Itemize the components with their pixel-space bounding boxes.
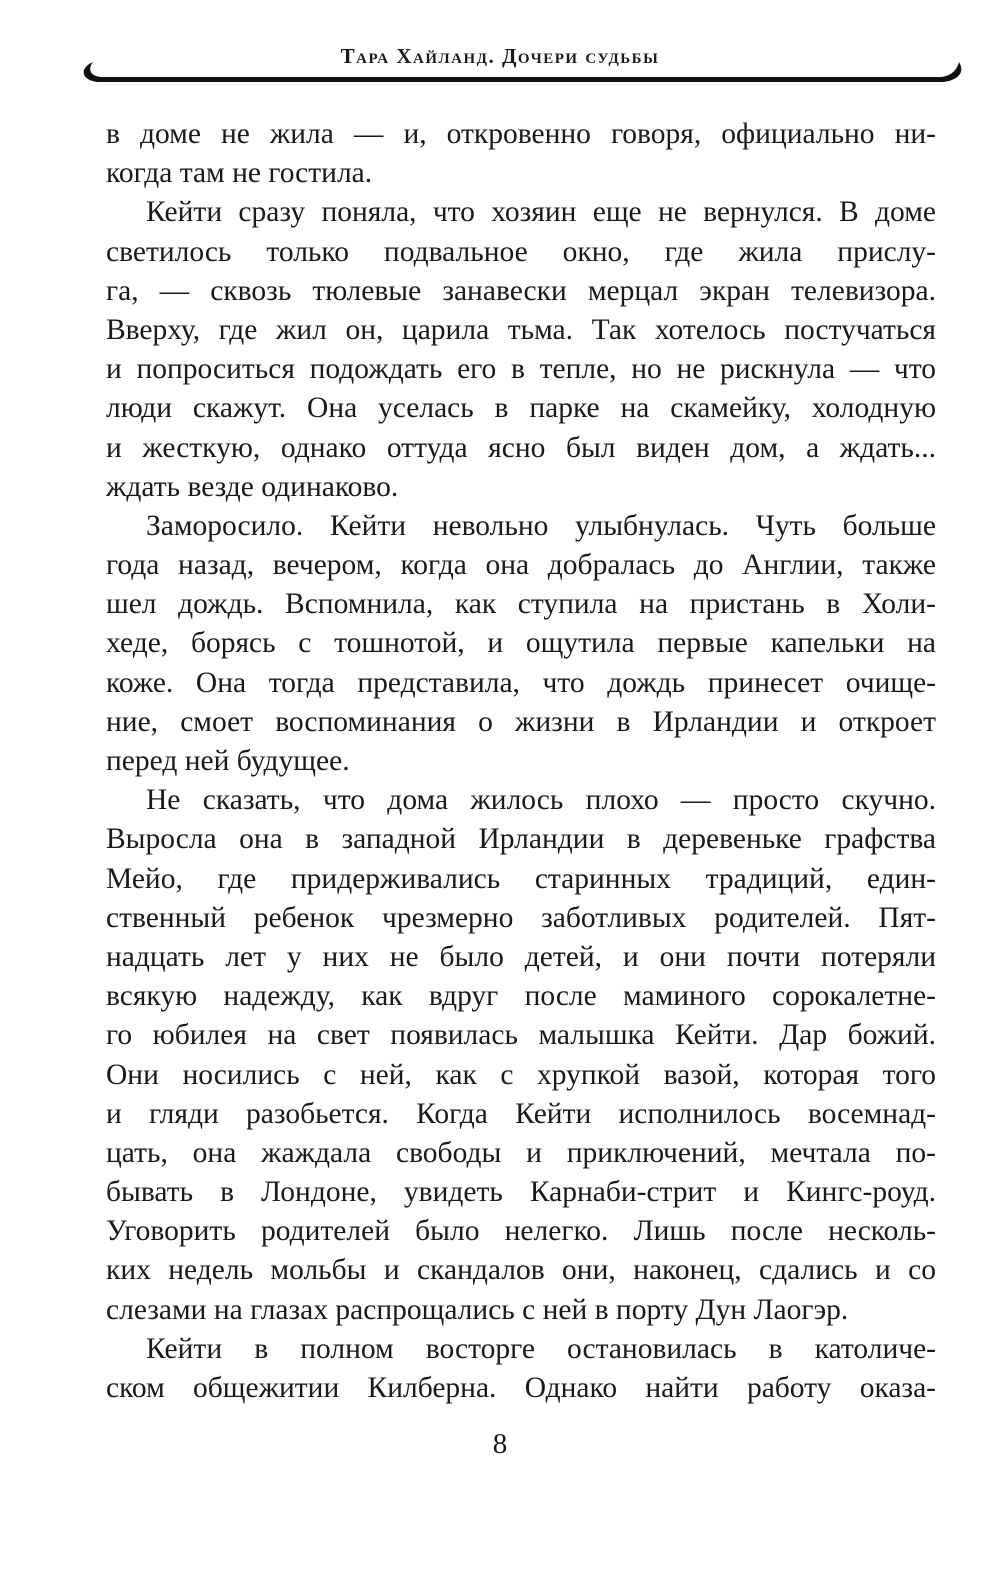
text-line: хеде, борясь с тошнотой, и ощутила первые капельки на bbox=[106, 627, 936, 660]
page-number: 8 bbox=[492, 1428, 508, 1460]
text-line: когда там не гостила. bbox=[106, 157, 373, 190]
text-line: люди скажут. Она уселась в парке на скамейку, холодную bbox=[106, 392, 936, 425]
text-line: ждать везде одинаково. bbox=[106, 470, 399, 503]
text-line: ких недель мольбы и скандалов они, наконец, сдались и со bbox=[106, 1254, 936, 1287]
text-line: га, — сквозь тюлевые занавески мерцал экран телевизора. bbox=[106, 274, 936, 307]
text-line: светилось только подвальное окно, где жила прислу- bbox=[106, 235, 936, 268]
text-line: Мейо, где придерживались старинных традиций, един- bbox=[106, 862, 936, 895]
text-line: Кейти в полном восторге остановилась в католиче- bbox=[146, 1332, 936, 1365]
text-line: Они носились с ней, как с хрупкой вазой, которая того bbox=[106, 1058, 936, 1091]
text-line: ском общежитии Килберна. Однако найти работу оказа- bbox=[106, 1372, 936, 1404]
text-line: и попроситься подождать его в тепле, но не рискнула — что bbox=[106, 353, 936, 386]
text-line: шел дождь. Вспомнила, как ступила на пристань в Холи- bbox=[106, 588, 936, 621]
text-line: всякую надежду, как вдруг после маминого сорокалетне- bbox=[106, 980, 936, 1013]
text-line: коже. Она тогда представила, что дождь принесет очище- bbox=[106, 666, 936, 699]
body-text bbox=[106, 115, 936, 1408]
text-line: Уговорить родителей было нелегко. Лишь после несколь- bbox=[106, 1215, 936, 1248]
text-line: бывать в Лондоне, увидеть Карнаби-стрит и Кингс-роуд. bbox=[106, 1176, 936, 1209]
header-rule-ornament bbox=[75, 58, 970, 94]
text-line: Кейти сразу поняла, что хозяин еще не вернулся. В доме bbox=[146, 196, 936, 229]
text-line: в доме не жила — и, откровенно говоря, официально ни- bbox=[106, 118, 936, 150]
text-line: надцать лет у них не было детей, и они почти потеряли bbox=[106, 940, 936, 973]
running-head-title: Тара Хайланд. Дочери судьбы bbox=[340, 44, 660, 68]
text-line: ственный ребенок чрезмерно заботливых родителей. Пят- bbox=[106, 901, 936, 934]
text-line: ние, смоет воспоминания о жизни в Ирландии и откроет bbox=[106, 705, 936, 738]
text-line: го юбилея на свет появилась малышка Кейти. Дар божий. bbox=[106, 1019, 936, 1052]
text-line: перед ней будущее. bbox=[106, 745, 350, 777]
text-line: Не сказать, что дома жилось плохо — просто скучно. bbox=[146, 784, 936, 817]
text-line: слезами на глазах распрощались с ней в порту Дун Лаогэр. bbox=[106, 1293, 849, 1326]
text-line: Заморосило. Кейти невольно улыбнулась. Чуть больше bbox=[146, 509, 936, 542]
text-line: Выросла она в западной Ирландии в деревеньке графства bbox=[106, 823, 936, 856]
text-line: цать, она жаждала свободы и приключений, мечтала по- bbox=[106, 1136, 936, 1169]
text-line: и гляди разобьется. Когда Кейти исполнилось восемнад- bbox=[106, 1097, 936, 1130]
text-line: и жесткую, однако оттуда ясно был виден дом, а ждать... bbox=[106, 431, 936, 464]
text-line: Вверху, где жил он, царила тьма. Так хотелось постучаться bbox=[106, 313, 936, 346]
text-line: года назад, вечером, когда она добралась до Англии, также bbox=[106, 549, 936, 582]
